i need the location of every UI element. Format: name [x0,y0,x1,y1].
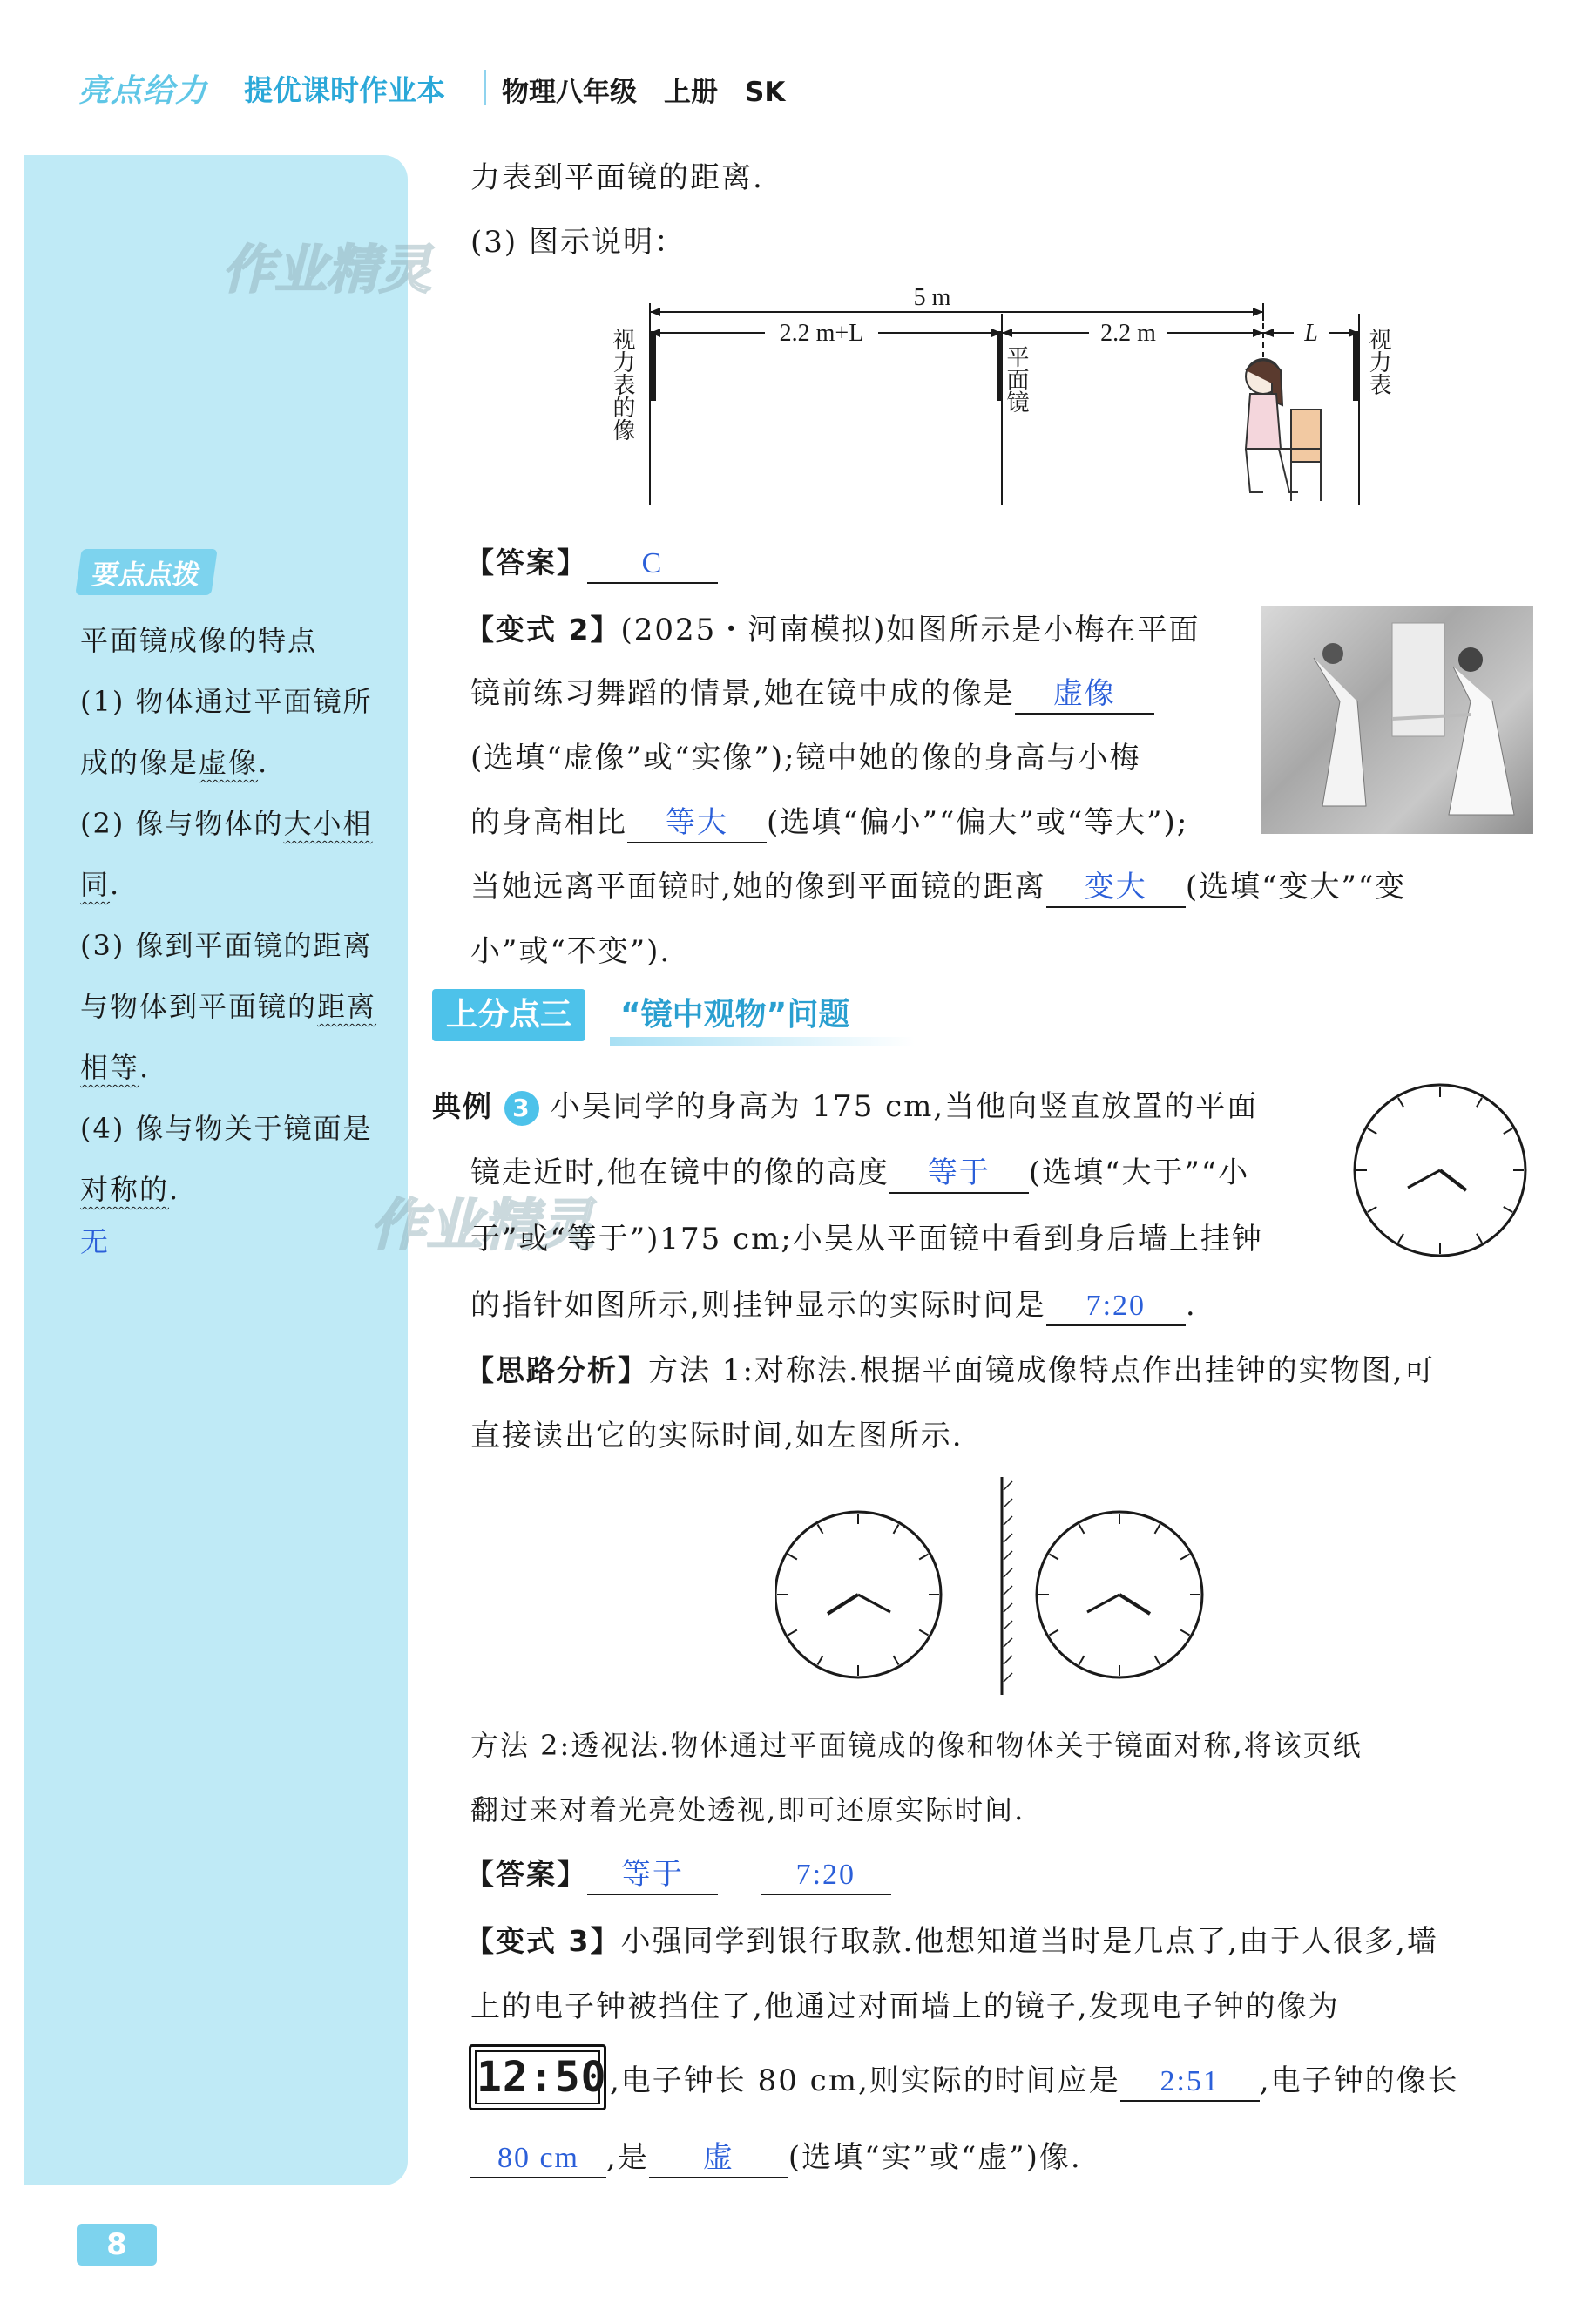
section-underline [610,1037,915,1046]
text-line-2: (3) 图示说明： [470,225,686,260]
book-title: 物理八年级 上册 SK [502,77,786,108]
watermark-2: 作业精灵 [370,1194,593,1258]
variant-3-line-3: ,电子钟长 80 cm,则实际的时间应是 2:51 ,电子钟的像长 [610,2056,1459,2102]
total-distance-label: 5 m [913,284,951,311]
sidebar-point-3: (3) 像到平面镜的距离与物体到平面镜的距离相等. [80,929,377,1084]
answer-1-blank: C [587,545,718,584]
answer-2-blank-1: 等于 [587,1857,718,1895]
variant-3-line-4: 80 cm ,是 虚 (选填“实”或“虚”)像. [470,2133,1082,2178]
seated-girl-figure [1246,359,1321,501]
sidebar-none-note: 无 [80,1225,109,1258]
middle-segment-label: 2.2 m [1100,320,1156,347]
digital-clock-image [469,2044,606,2110]
page-number: 8 [77,2224,157,2266]
sidebar-point-2: (2) 像与物体的大小相同. [80,807,373,901]
image-of-chart-label: 视力表的像 [609,328,635,441]
variant-2-line-1: 【变式 2】(2025・河南模拟)如图所示是小梅在平面 [465,613,1200,647]
mirrored-clock [1349,1079,1532,1262]
variant-3-blank-2: 80 cm [470,2140,606,2178]
variant-3-line-1: 【变式 3】小强同学到银行取款.他想知道当时是几点了,由于人很多,墙 [465,1924,1438,1959]
example-3-line-4: 的指针如图所示,则挂钟显示的实际时间是 7:20 . [470,1281,1197,1326]
analysis-line-3: 方法 2:透视法.物体通过平面镜成的像和物体关于镜面对称,将该页纸 [470,1729,1363,1762]
variant-2-line-4: 的身高相比 等大 (选填“偏小”“偏大”或“等大”); [470,798,1188,843]
variant-2-blank-1: 虚像 [1015,676,1154,715]
header-divider [484,70,486,105]
variant-3-blank-1: 2:51 [1120,2063,1260,2102]
example-3-line-1: 典例 3 小吴同学的身高为 175 cm,当他向竖直放置的平面 [432,1089,1259,1124]
answer-1: 【答案】 C [465,540,718,584]
example-3-blank-1: 等于 [889,1155,1029,1194]
variant-2-line-5: 当她远离平面镜时,她的像到平面镜的距离 变大 (选填“变大”“变 [470,863,1406,908]
dancer-photo [1261,606,1533,834]
answer-2-blank-2: 7:20 [761,1857,891,1895]
clock-mirror-diagram [775,1473,1228,1699]
distance-diagram [601,279,1411,514]
example-3-line-3: 于”或“等于”)175 cm;小吴从平面镜中看到身后墙上挂钟 [470,1222,1263,1257]
variant-2-blank-2: 等大 [627,805,767,843]
sidebar-point-1: (1) 物体通过平面镜所成的像是虚像. [80,685,373,779]
digital-clock-reading: 12:50 [475,2050,600,2104]
section-banner: 上分点三 [432,989,585,1041]
series-title: 提优课时作业本 [244,73,445,107]
example-3-line-2: 镜走近时,他在镜中的像的高度 等于 (选填“大于”“小 [470,1148,1249,1194]
analysis-line-1: 【思路分析】方法 1:对称法.根据平面镜成像特点作出挂钟的实物图,可 [465,1353,1436,1388]
brand-logo: 亮点给力 [78,73,208,109]
text-line-1: 力表到平面镜的距离. [470,160,764,195]
variant-2-line-6: 小”或“不变”). [470,934,672,969]
section-title: “镜中观物”问题 [620,997,850,1033]
variant-3-blank-3: 虚 [649,2140,788,2178]
mirror-label: 平面镜 [1003,345,1029,413]
example-3-blank-2: 7:20 [1046,1288,1186,1326]
right-segment-label: L [1304,320,1318,347]
variant-2-blank-3: 变大 [1046,870,1186,908]
key-points-tag: 要点点拨 [75,549,217,595]
example-number: 3 [504,1091,539,1126]
sidebar-heading: 平面镜成像的特点 [80,624,318,657]
answer-2: 【答案】 等于 7:20 [465,1852,891,1895]
analysis-line-4: 翻过来对着光亮处透视,即可还原实际时间. [470,1793,1025,1826]
analysis-line-2: 直接读出它的实际时间,如左图所示. [470,1419,964,1453]
sidebar-point-4: (4) 像与物关于镜面是对称的. [80,1112,373,1206]
variant-2-line-3: (选填“虚像”或“实像”);镜中她的像的身高与小梅 [470,741,1141,776]
variant-2-line-2: 镜前练习舞蹈的情景,她在镜中成的像是 虚像 [470,669,1154,715]
left-segment-label: 2.2 m+L [779,320,864,347]
watermark: 作业精灵 [222,240,431,301]
eye-chart-label: 视力表 [1365,328,1391,396]
variant-3-line-2: 上的电子钟被挡住了,他通过对面墙上的镜子,发现电子钟的像为 [470,1989,1340,2024]
